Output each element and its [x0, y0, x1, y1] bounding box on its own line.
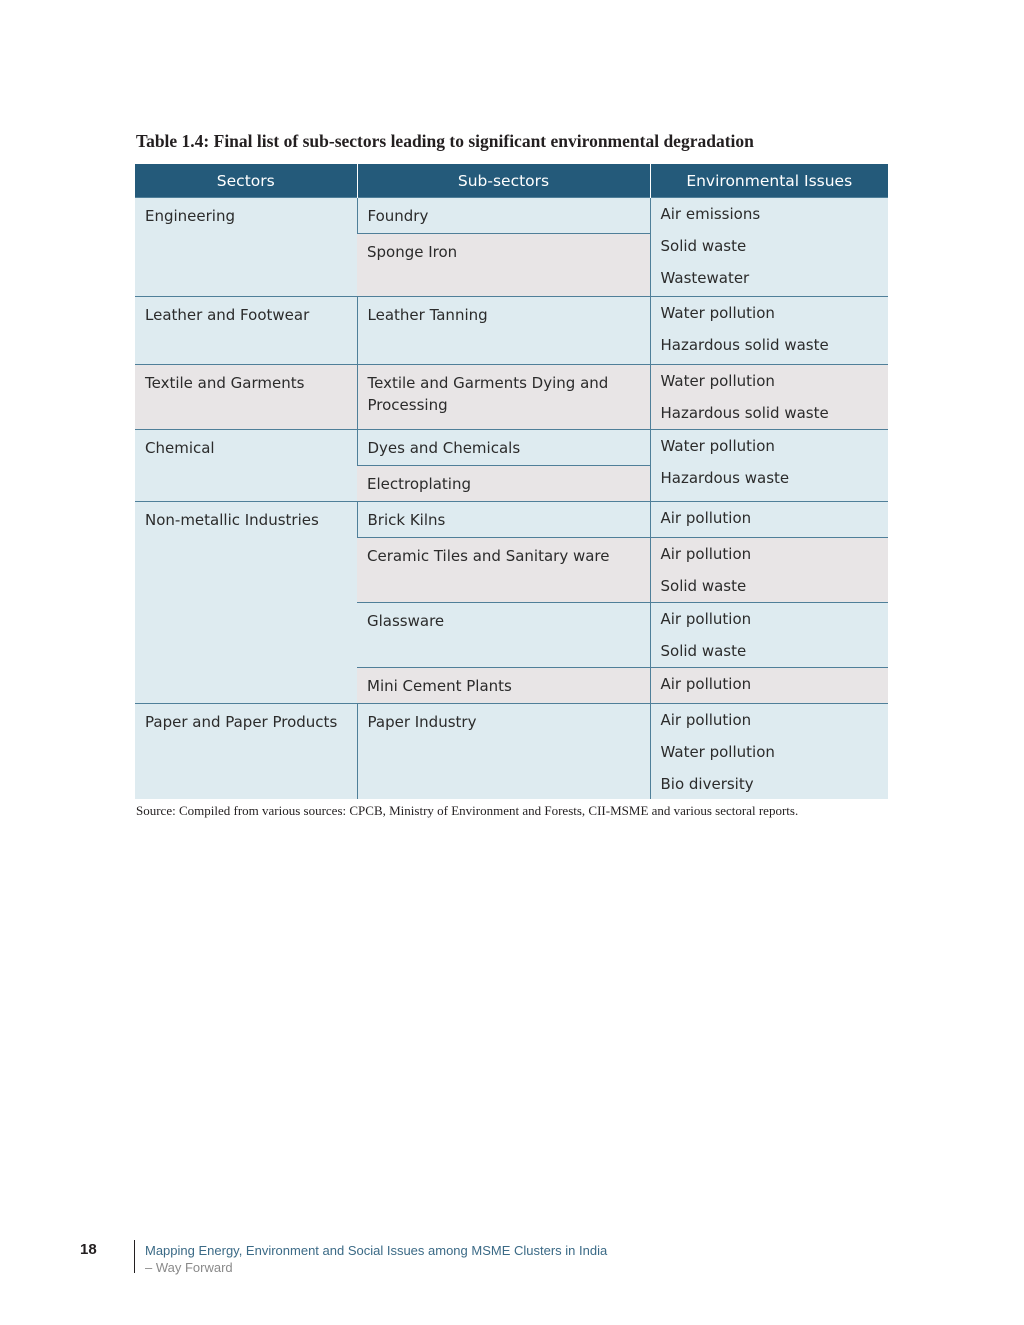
issue-item: Hazardous solid waste — [660, 336, 829, 354]
sector-cell: Paper and Paper Products — [135, 704, 357, 800]
subsector-cell: Electroplating — [357, 466, 650, 502]
subsector-cell: Foundry — [357, 198, 650, 234]
table-title: Table 1.4: Final list of sub-sectors leading to significant environmental degradation — [136, 131, 754, 151]
footer-title: Mapping Energy, Environment and Social Issues among MSME Clusters in India — [145, 1243, 608, 1258]
table-row — [135, 704, 888, 800]
table-row — [135, 297, 888, 365]
issue-item: Bio diversity — [660, 775, 754, 793]
subsector-cell: Leather Tanning — [357, 297, 650, 365]
environmental-issues-table — [135, 164, 888, 799]
issue-item: Water pollution — [660, 304, 775, 322]
table-row — [135, 365, 888, 430]
issues-cell — [650, 365, 888, 430]
footer-divider — [134, 1240, 135, 1273]
issue-item: Air pollution — [660, 509, 752, 527]
subsector-cell: Paper Industry — [357, 704, 650, 800]
issue-item: Air pollution — [660, 711, 752, 729]
subsector-cell: Brick Kilns — [357, 502, 650, 538]
source-note: Source: Compiled from various sources: CPCB, Ministry of Environment and Forests, CII-MSME and various sectoral reports. — [136, 803, 799, 818]
issues-cell — [650, 430, 888, 502]
subsector-cell: Glassware — [357, 603, 650, 668]
issue-item: Solid waste — [660, 642, 747, 660]
issue-item: Air pollution — [660, 675, 752, 693]
issue-item: Air emissions — [660, 205, 761, 223]
sector-cell: Non-metallic Industries — [135, 502, 357, 704]
subsector-cell: Dyes and Chemicals — [357, 430, 650, 466]
subsector-cell: Sponge Iron — [357, 234, 650, 297]
issues-cell — [650, 603, 888, 668]
header-sectors: Sectors — [135, 164, 357, 198]
issue-item: Water pollution — [660, 743, 775, 761]
sector-cell: Engineering — [135, 198, 357, 297]
issue-item: Solid waste — [660, 577, 747, 595]
issues-cell — [650, 502, 888, 538]
subsector-cell: Ceramic Tiles and Sanitary ware — [357, 538, 650, 603]
subsector-cell: Mini Cement Plants — [357, 668, 650, 704]
issue-item: Wastewater — [660, 269, 750, 287]
sector-cell: Leather and Footwear — [135, 297, 357, 365]
issues-cell — [650, 668, 888, 704]
table-row — [135, 502, 888, 538]
table-header-row — [135, 164, 888, 198]
issue-item: Water pollution — [660, 437, 775, 455]
header-sub-sectors: Sub-sectors — [357, 164, 650, 198]
issues-cell — [650, 297, 888, 365]
page-number: 18 — [80, 1241, 97, 1258]
issues-cell — [650, 538, 888, 603]
table-row — [135, 430, 888, 466]
issue-item: Solid waste — [660, 237, 747, 255]
subsector-cell: Textile and Garments Dying and Processing — [357, 365, 650, 430]
issue-item: Air pollution — [660, 545, 752, 563]
sector-cell: Chemical — [135, 430, 357, 502]
issue-item: Air pollution — [660, 610, 752, 628]
issue-item: Hazardous waste — [660, 469, 790, 487]
issues-cell — [650, 198, 888, 297]
sector-cell: Textile and Garments — [135, 365, 357, 430]
table-row — [135, 198, 888, 234]
running-footer — [145, 1242, 607, 1276]
footer-subtitle: – Way Forward — [145, 1260, 233, 1275]
header-environmental-issues: Environmental Issues — [650, 164, 888, 198]
issues-cell — [650, 704, 888, 800]
issue-item: Hazardous solid waste — [660, 404, 829, 422]
issue-item: Water pollution — [660, 372, 775, 390]
